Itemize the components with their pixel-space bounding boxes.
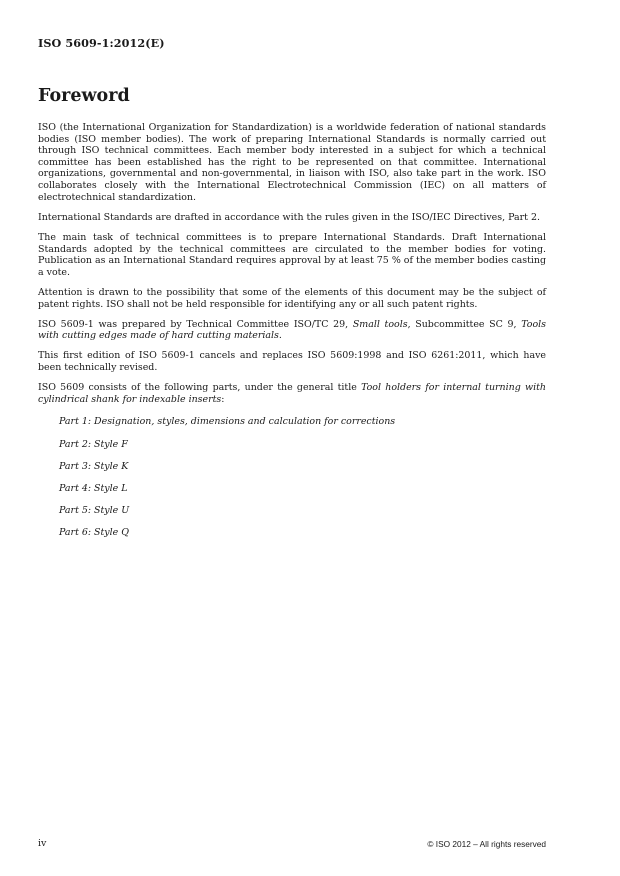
paragraph-drafting-rules: International Standards are drafted in accordance with the rules given in the ISO/IEC Directives, Part 2. — [38, 211, 540, 223]
text-run: ISO 5609 consists of the following parts, under the general title — [38, 382, 362, 394]
page-title: Foreword — [38, 86, 130, 106]
foreword-body — [38, 122, 546, 550]
text-run: , Subcommittee SC 9, — [407, 318, 522, 330]
paragraph-parts-intro — [38, 382, 546, 405]
paragraph-iso-description: ISO (the International Organization for Standardization) is a worldwide federation of national standards bodies (ISO member bodies). The work of preparing International Standards is normally carried out through ISO technical committees. Each member body interested in a subject for which a technical committee has been established has the right to be represented on that committee. International organizations, governmental and non-governmental, in liaison with ISO, also take part in the work. ISO collaborates closely with the International Electrotechnical Commission (IEC) on all matters of electrotechnical standardization. — [38, 122, 546, 203]
list-item: Part 5: Style U — [59, 505, 130, 517]
list-item: Part 1: Designation, styles, dimensions and calculation for corrections — [59, 416, 396, 428]
list-item: Part 6: Style Q — [59, 527, 129, 539]
paragraph-edition: This first edition of ISO 5609-1 cancels and replaces ISO 5609:1998 and ISO 6261:2011, which have been technically revised. — [38, 350, 546, 374]
list-item: Part 3: Style K — [59, 460, 129, 472]
paragraph-patent-rights: Attention is drawn to the possibility that some of the elements of this document may be the subject of patent rights. ISO shall not be held responsible for identifying any or all such patent rights. — [38, 286, 546, 310]
parts-list — [59, 416, 546, 539]
italic-run: Small tools — [352, 318, 408, 330]
text-run: . — [278, 330, 282, 342]
copyright-notice: © ISO 2012 – All rights reserved — [427, 839, 546, 849]
text-run: ISO 5609-1 was prepared by Technical Committee ISO/TC 29, — [38, 318, 353, 330]
list-item: Part 2: Style F — [59, 438, 128, 450]
page-number: iv — [38, 838, 47, 849]
italic-run: Tool holders for internal turning with cylindrical shank for indexable inserts — [38, 382, 546, 405]
italic-run: Tools with cutting edges made of hard cutting materials — [38, 318, 546, 342]
paragraph-committee-task: The main task of technical committees is to prepare International Standards. Draft International Standards adopted by the technical committees are circulated to the member bodies for voting. Publication as an International Standard requires approval by at least 75 % of the member bodies casting a vote. — [38, 231, 546, 278]
document-code: ISO 5609-1:2012(E) — [38, 36, 165, 50]
text-run: : — [221, 393, 225, 405]
list-item: Part 4: Style L — [59, 483, 128, 494]
paragraph-prepared-by — [38, 319, 546, 342]
